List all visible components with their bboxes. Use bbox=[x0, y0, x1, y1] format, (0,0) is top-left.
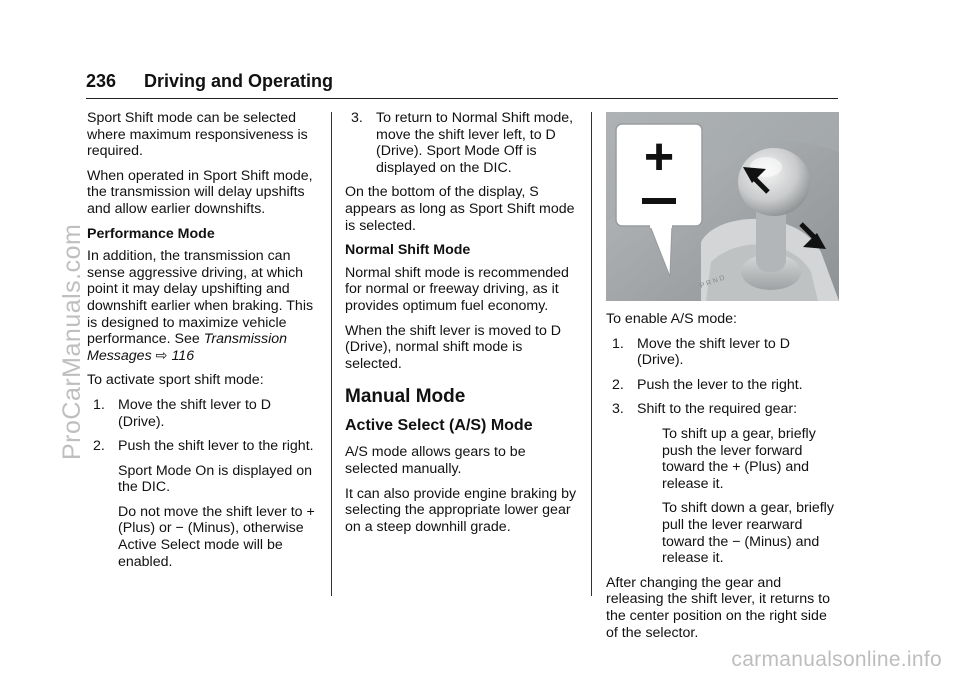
page-header bbox=[86, 68, 838, 99]
minus-symbol bbox=[642, 198, 676, 204]
heading-manual-mode: Manual Mode bbox=[345, 386, 466, 408]
page-number: 236 bbox=[86, 71, 117, 91]
column-3 bbox=[606, 311, 840, 649]
paragraph: After changing the gear and releasing the shift lever, it returns to the center position on the right side of the selector. bbox=[606, 574, 830, 641]
plus-symbol: + bbox=[643, 128, 675, 186]
list-text: Push the lever to the right. bbox=[637, 376, 803, 393]
list-text: Shift to the required gear: bbox=[637, 401, 798, 418]
page-reference-icon: ⇨ bbox=[155, 347, 168, 364]
list-item bbox=[606, 401, 840, 418]
list-text: Move the shift lever to D (Drive). bbox=[118, 396, 271, 430]
paragraph-text: In addition, the transmission can sense aggressive driving, at which point it may delay upshifting and downshift earlier when braking. This is designed to maximize vehicle performance. See bbox=[87, 248, 314, 348]
list-item bbox=[606, 377, 840, 394]
list-item bbox=[87, 438, 319, 455]
svg-text:P R N D: P R N D bbox=[699, 274, 726, 290]
list-text: Move the shift lever to D (Drive). bbox=[637, 335, 790, 369]
paragraph: On the bottom of the display, S appears as long as Sport Shift mode is selected. bbox=[345, 184, 575, 234]
section-title: Driving and Operating bbox=[144, 71, 334, 91]
subheading-normal-shift-mode: Normal Shift Mode bbox=[345, 242, 471, 259]
list-number: 1. bbox=[93, 396, 105, 413]
paragraph: It can also provide engine braking by selecting the appropriate lower gear on a steep downhill grade. bbox=[345, 485, 577, 535]
list-number: 3. bbox=[612, 401, 624, 418]
paragraph: To activate sport shift mode: bbox=[87, 372, 264, 389]
list-text: To return to Normal Shift mode, move the shift lever left, to D (Drive). Sport Mode Off is displayed on the DIC. bbox=[376, 110, 574, 176]
heading-active-select-mode: Active Select (A/S) Mode bbox=[345, 417, 533, 435]
paragraph: To enable A/S mode: bbox=[606, 311, 737, 327]
step-note: Do not move the shift lever to + (Plus) or − (Minus), otherwise Active Select mode will be enabled. bbox=[118, 503, 315, 570]
subheading-performance-mode: Performance Mode bbox=[87, 225, 215, 242]
watermark-bottom: carmanualsonline.info bbox=[731, 648, 942, 671]
cross-reference-link[interactable]: Transmission Messages bbox=[87, 331, 288, 364]
list-item bbox=[606, 336, 840, 369]
column-divider-left bbox=[331, 112, 332, 596]
column-divider-right bbox=[591, 112, 592, 596]
page-reference-number[interactable]: 116 bbox=[171, 347, 195, 364]
list-number: 2. bbox=[93, 438, 105, 455]
list-number: 1. bbox=[612, 335, 624, 352]
paragraph: Sport Shift mode can be selected where maximum responsiveness is required. bbox=[87, 110, 308, 160]
paragraph: A/S mode allows gears to be selected manually. bbox=[345, 444, 526, 477]
step-note: Sport Mode On is displayed on the DIC. bbox=[118, 462, 313, 496]
paragraph: Normal shift mode is recommended for normal or freeway driving, as it provides optimum fuel economy. bbox=[345, 264, 569, 314]
paragraph: When the shift lever is moved to D (Drive), normal shift mode is selected. bbox=[345, 322, 562, 372]
shift-lever-drawing bbox=[606, 112, 839, 301]
paragraph: When operated in Sport Shift mode, the transmission will delay upshifts and allow earlier downshifts. bbox=[87, 167, 313, 217]
step-note: To shift down a gear, briefly pull the lever rearward toward the − (Minus) and release it. bbox=[662, 500, 834, 567]
watermark-left: ProCarManuals.com bbox=[58, 223, 86, 460]
list-number: 2. bbox=[612, 376, 624, 393]
list-item bbox=[345, 110, 577, 176]
list-number: 3. bbox=[351, 110, 363, 126]
column-1 bbox=[87, 110, 319, 578]
shift-lever-illustration bbox=[606, 112, 839, 301]
list-text: Push the shift lever to the right. bbox=[118, 438, 314, 455]
step-note: To shift up a gear, briefly push the lever forward toward the + (Plus) and release it. bbox=[662, 425, 816, 492]
column-2 bbox=[345, 110, 577, 543]
paragraph-with-reference bbox=[87, 248, 319, 364]
list-item bbox=[87, 397, 319, 430]
